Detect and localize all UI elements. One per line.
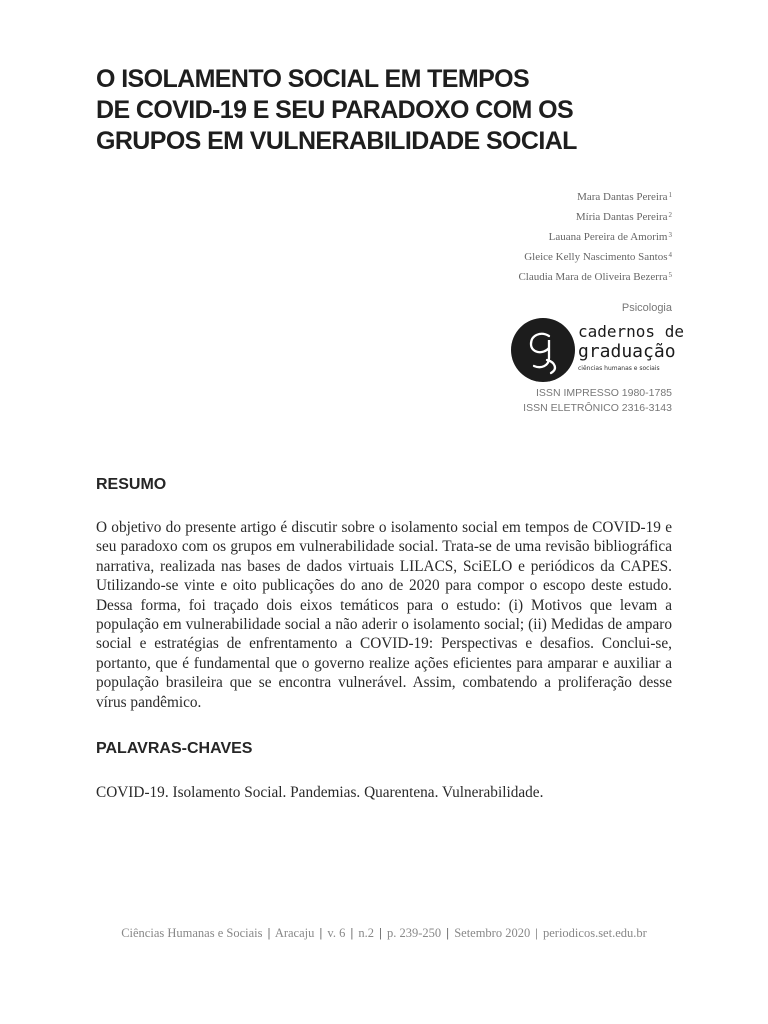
footer-number: n.2 <box>358 926 374 940</box>
resumo-heading: RESUMO <box>96 476 167 493</box>
title-line: O ISOLAMENTO SOCIAL EM TEMPOS <box>96 65 530 93</box>
footer-volume: v. 6 <box>327 926 346 940</box>
journal-name-line1: cadernos de <box>578 322 684 341</box>
footer-date: Setembro 2020 <box>454 926 531 940</box>
author-name: Gleice Kelly Nascimento Santos <box>524 251 668 263</box>
author <box>518 245 672 265</box>
author-footnote-mark: 4 <box>668 251 672 259</box>
author <box>518 265 672 285</box>
footer-city: Aracaju <box>274 926 315 940</box>
keywords-text: COVID-19. Isolamento Social. Pandemias. Quarentena. Vulnerabilidade. <box>96 784 544 801</box>
keywords-heading: PALAVRAS-CHAVES <box>96 740 253 757</box>
author-name: Lauana Pereira de Amorim <box>548 231 668 243</box>
author-footnote-mark: 3 <box>668 231 672 239</box>
article-title <box>96 64 656 157</box>
author <box>518 205 672 225</box>
logo-g-icon <box>511 318 575 382</box>
title-line: DE COVID-19 E SEU PARADOXO COM OS <box>96 96 574 124</box>
author-footnote-mark: 2 <box>668 211 672 219</box>
issn-online: ISSN ELETRÔNICO 2316-3143 <box>523 402 672 414</box>
abstract-text: O objetivo do presente artigo é discutir sobre o isolamento social em tempos de COVID-19 e seu paradoxo com os grupos em vulnerabilidade social. Trata-se de uma revisão bibliográfica narrativa, realizada nas bases de dados virtuais LILACS, SciELO e periódicos da CAPES. Utilizando-se vinte e oito publicações do ano de 2020 para compor o escopo deste estudo. Dessa forma, foi traçado dois eixos temáticos para o estudo: (i) Motivos que levam a população em vulnerabilidade social a não aderir o isolamento social; (ii) Medidas de amparo social e estratégias de enfrentamento a COVID-19: Perspectivas e desafios. Conclui-se, portanto, que é fundamental que o governo realize ações eficientes para amparar e auxiliar a população brasileira que se encontra vulnerável. Assim, combatendo a proliferação desse vírus pandêmico. <box>96 519 672 711</box>
author <box>518 185 672 205</box>
footer-site[interactable]: periodicos.set.edu.br <box>543 926 647 940</box>
footer-pages: p. 239-250 <box>387 926 442 940</box>
author-list <box>518 185 672 285</box>
author <box>518 225 672 245</box>
title-line: GRUPOS EM VULNERABILIDADE SOCIAL <box>96 127 577 155</box>
author-name: Míria Dantas Pereira <box>575 211 668 223</box>
author-name: Claudia Mara de Oliveira Bezerra <box>518 271 668 283</box>
issn-print: ISSN IMPRESSO 1980-1785 <box>536 387 672 399</box>
journal-logo <box>511 318 684 384</box>
author-footnote-mark: 5 <box>668 271 672 279</box>
journal-name <box>578 322 684 363</box>
page-footer: Ciências Humanas e Sociais | Aracaju | v. 6 | n.2 | p. 239-250 | Setembro 2020 | periodicos.set.edu.br <box>121 926 647 940</box>
subject-area: Psicologia <box>621 302 672 314</box>
issn-block <box>523 386 672 416</box>
journal-name-line2: graduação <box>578 341 676 362</box>
author-footnote-mark: 1 <box>668 191 672 199</box>
journal-tagline: ciências humanas e sociais <box>578 365 660 372</box>
author-name: Mara Dantas Pereira <box>577 191 668 203</box>
footer-section: Ciências Humanas e Sociais <box>121 926 263 940</box>
